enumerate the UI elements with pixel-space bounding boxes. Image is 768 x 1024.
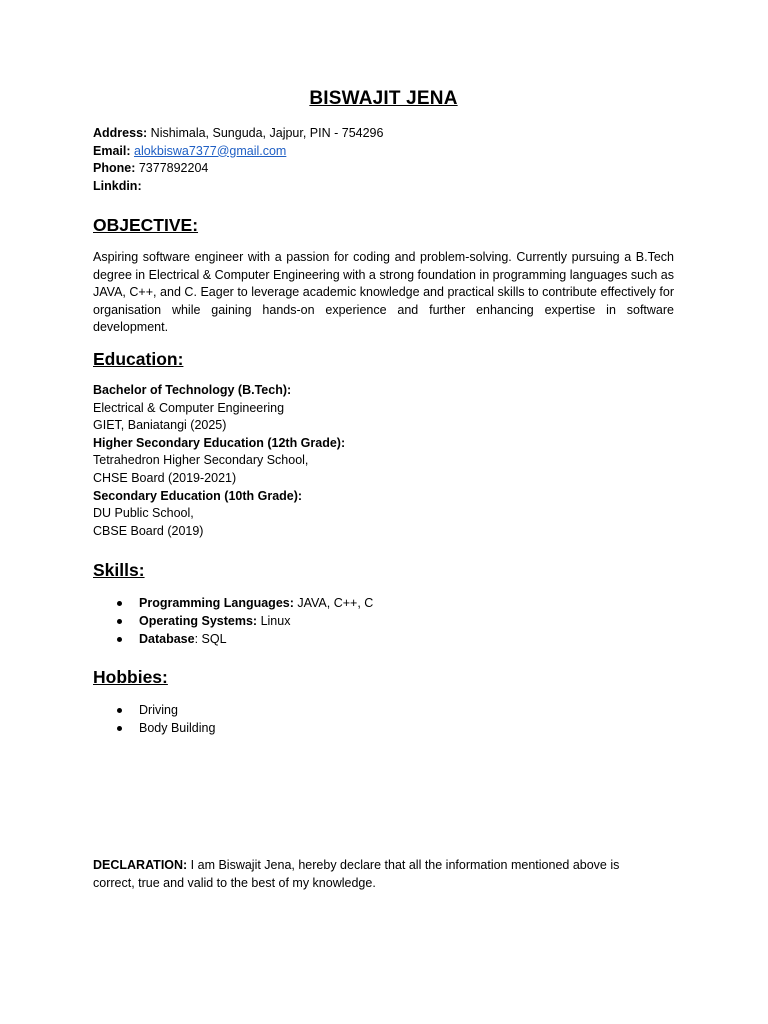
skill-label: Database — [139, 632, 195, 646]
education-degree: Bachelor of Technology (B.Tech): — [93, 383, 292, 397]
skill-label: Operating Systems: — [139, 614, 258, 628]
phone-row — [93, 160, 383, 178]
education-detail: CBSE Board (2019) — [93, 523, 204, 538]
phone-label: Phone: — [93, 161, 136, 176]
hobby-item — [93, 701, 215, 719]
phone-value: 7377892204 — [138, 161, 209, 176]
hobby-item — [93, 719, 215, 737]
objective-heading: OBJECTIVE: — [93, 215, 199, 235]
contact-block — [93, 125, 383, 195]
education-heading: Education: — [93, 349, 184, 369]
candidate-name: BISWAJIT JENA — [309, 88, 458, 109]
bullet-icon — [117, 637, 122, 642]
education-detail: CHSE Board (2019-2021) — [93, 470, 237, 485]
hobby-label: Driving — [139, 703, 178, 717]
skill-label: Programming Languages: — [139, 596, 294, 610]
email-row — [93, 143, 383, 161]
linkedin-label: Linkdin: — [93, 178, 142, 193]
bullet-icon — [117, 601, 122, 606]
skill-item — [93, 612, 373, 630]
objective-text: Aspiring software engineer with a passion for coding and problem-solving. Currently pursuing a B.Tech degree in Electrical & Computer Engineering with a strong foundation in programming languages such as JAVA, C++, and C. Eager to leverage academic knowledge and practical skills to contribute effectively for organisation while gaining hands-on experience and further enhancing expertise in software development. — [93, 250, 674, 335]
skill-value: Linux — [257, 614, 291, 628]
education-detail: GIET, Baniatangi (2025) — [93, 418, 227, 433]
skill-value: JAVA, C++, C — [293, 596, 374, 610]
education-degree: Secondary Education (10th Grade): — [93, 488, 303, 503]
address-label: Address: — [93, 126, 148, 140]
email-link[interactable]: alokbiswa7377@gmail.com — [134, 143, 287, 158]
linkedin-row — [93, 178, 383, 196]
address-row — [93, 125, 383, 143]
education-detail: Tetrahedron Higher Secondary School, — [93, 453, 309, 468]
bullet-icon — [117, 708, 122, 713]
skill-item — [93, 630, 373, 648]
skill-item — [93, 594, 373, 612]
declaration-label: DECLARATION: — [93, 858, 188, 872]
education-degree: Higher Secondary Education (12th Grade): — [93, 435, 346, 450]
address-value: Nishimala, Sunguda, Jajpur, PIN - 754296 — [150, 126, 384, 140]
education-detail: DU Public School, — [93, 506, 194, 521]
hobby-label: Body Building — [139, 721, 216, 735]
bullet-icon — [117, 619, 122, 624]
resume-page — [93, 0, 674, 1024]
declaration-text: I am Biswajit Jena, hereby declare that all the information mentioned above is correct, true and valid to the best of my knowledge. — [93, 858, 620, 890]
education-detail: Electrical & Computer Engineering — [93, 400, 285, 415]
hobbies-list — [93, 701, 215, 737]
education-list — [93, 382, 345, 540]
email-label: Email: — [93, 143, 131, 158]
skills-heading: Skills: — [93, 560, 145, 580]
hobbies-heading: Hobbies: — [93, 667, 168, 687]
bullet-icon — [117, 726, 122, 731]
skill-value: : SQL — [194, 632, 227, 646]
skills-list — [93, 594, 373, 648]
declaration-block — [93, 856, 653, 892]
